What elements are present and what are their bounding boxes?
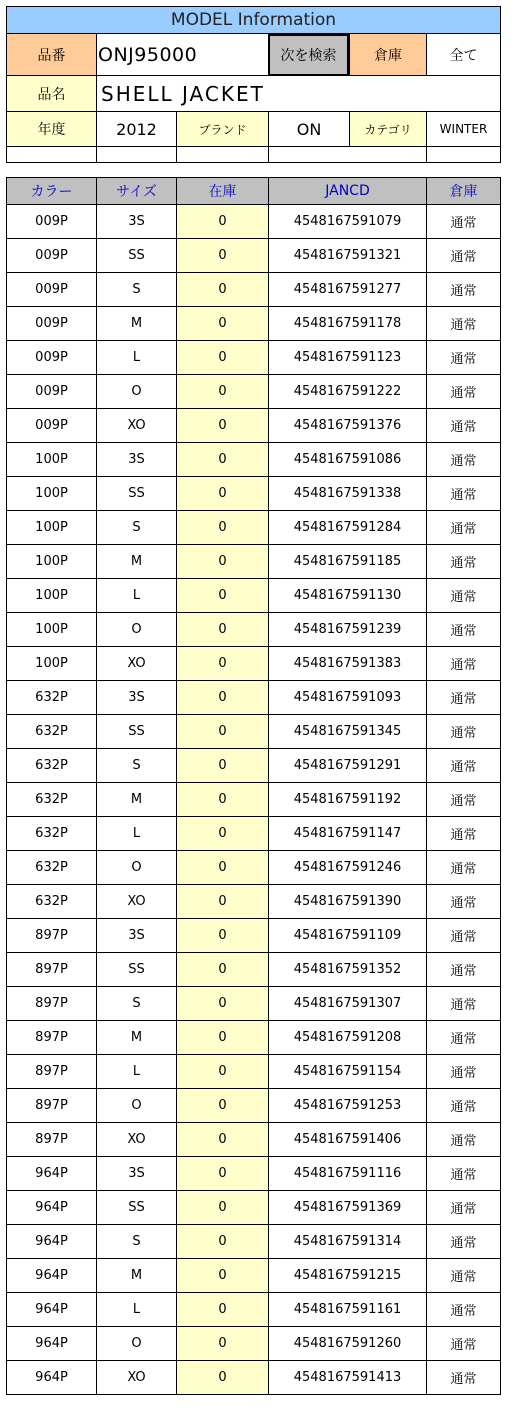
cell-jancd: 4548167591079 <box>268 205 426 239</box>
cell-stock: 0 <box>176 987 268 1021</box>
category-label: カテゴリ <box>349 112 426 147</box>
cell-stock: 0 <box>176 477 268 511</box>
cell-stock: 0 <box>176 579 268 613</box>
table-row[interactable] <box>6 511 501 545</box>
header-jancd[interactable]: JANCD <box>268 178 426 205</box>
table-row[interactable] <box>6 375 501 409</box>
table-row[interactable] <box>6 1089 501 1123</box>
cell-stock: 0 <box>176 749 268 783</box>
cell-stock: 0 <box>176 613 268 647</box>
cell-jancd: 4548167591161 <box>268 1293 426 1327</box>
product-name-value: SHELL JACKET <box>96 76 500 112</box>
table-row[interactable] <box>6 205 501 239</box>
empty-cell <box>426 147 500 163</box>
cell-stock: 0 <box>176 919 268 953</box>
spacer-row <box>6 147 501 163</box>
cell-warehouse: 通常 <box>426 715 500 749</box>
cell-color: 897P <box>7 987 96 1021</box>
table-row[interactable] <box>6 885 501 919</box>
cell-color: 009P <box>7 307 96 341</box>
cell-warehouse: 通常 <box>426 205 500 239</box>
header-color[interactable]: カラー <box>7 178 96 205</box>
cell-size: L <box>96 817 176 851</box>
cell-stock: 0 <box>176 273 268 307</box>
brand-label: ブランド <box>176 112 268 147</box>
cell-size: XO <box>96 409 176 443</box>
cell-jancd: 4548167591338 <box>268 477 426 511</box>
table-row[interactable] <box>6 1123 501 1157</box>
cell-jancd: 4548167591376 <box>268 409 426 443</box>
cell-color: 100P <box>7 545 96 579</box>
table-row[interactable] <box>6 1293 501 1327</box>
cell-stock: 0 <box>176 307 268 341</box>
cell-size: S <box>96 511 176 545</box>
cell-jancd: 4548167591383 <box>268 647 426 681</box>
table-row[interactable] <box>6 579 501 613</box>
table-header <box>6 177 501 205</box>
cell-stock: 0 <box>176 1327 268 1361</box>
cell-stock: 0 <box>176 341 268 375</box>
cell-warehouse: 通常 <box>426 817 500 851</box>
table-row[interactable] <box>6 953 501 987</box>
cell-size: 3S <box>96 919 176 953</box>
cell-warehouse: 通常 <box>426 1225 500 1259</box>
cell-color: 632P <box>7 817 96 851</box>
cell-color: 009P <box>7 341 96 375</box>
cell-color: 964P <box>7 1293 96 1327</box>
cell-color: 632P <box>7 749 96 783</box>
table-row[interactable] <box>6 613 501 647</box>
cell-jancd: 4548167591086 <box>268 443 426 477</box>
year-label: 年度 <box>7 112 96 147</box>
cell-size: S <box>96 749 176 783</box>
model-info-panel <box>6 6 501 163</box>
page-title: MODEL Information <box>6 6 501 34</box>
cell-warehouse: 通常 <box>426 647 500 681</box>
empty-cell <box>268 147 426 163</box>
cell-warehouse: 通常 <box>426 783 500 817</box>
cell-warehouse: 通常 <box>426 1055 500 1089</box>
cell-stock: 0 <box>176 443 268 477</box>
cell-size: 3S <box>96 205 176 239</box>
cell-warehouse: 通常 <box>426 613 500 647</box>
cell-size: O <box>96 375 176 409</box>
cell-jancd: 4548167591413 <box>268 1361 426 1395</box>
header-size[interactable]: サイズ <box>96 178 176 205</box>
cell-color: 897P <box>7 1089 96 1123</box>
attributes-row <box>6 112 501 147</box>
cell-color: 100P <box>7 443 96 477</box>
cell-color: 632P <box>7 783 96 817</box>
cell-color: 897P <box>7 919 96 953</box>
cell-color: 897P <box>7 953 96 987</box>
cell-jancd: 4548167591215 <box>268 1259 426 1293</box>
cell-warehouse: 通常 <box>426 1157 500 1191</box>
part-number-field[interactable]: ONJ95000 <box>96 34 268 76</box>
cell-size: XO <box>96 1123 176 1157</box>
brand-value: ON <box>268 112 349 147</box>
cell-jancd: 4548167591321 <box>268 239 426 273</box>
cell-size: S <box>96 987 176 1021</box>
cell-warehouse: 通常 <box>426 953 500 987</box>
cell-color: 009P <box>7 375 96 409</box>
cell-color: 964P <box>7 1225 96 1259</box>
cell-warehouse: 通常 <box>426 511 500 545</box>
cell-stock: 0 <box>176 817 268 851</box>
cell-jancd: 4548167591116 <box>268 1157 426 1191</box>
cell-color: 009P <box>7 239 96 273</box>
table-row[interactable] <box>6 443 501 477</box>
cell-warehouse: 通常 <box>426 307 500 341</box>
cell-color: 964P <box>7 1157 96 1191</box>
cell-jancd: 4548167591307 <box>268 987 426 1021</box>
cell-size: 3S <box>96 443 176 477</box>
cell-size: SS <box>96 715 176 749</box>
stock-table <box>6 177 501 1395</box>
cell-stock: 0 <box>176 409 268 443</box>
part-number-row <box>6 34 501 76</box>
cell-size: SS <box>96 953 176 987</box>
table-row[interactable] <box>6 1327 501 1361</box>
cell-stock: 0 <box>176 1089 268 1123</box>
cell-color: 009P <box>7 205 96 239</box>
cell-color: 964P <box>7 1361 96 1395</box>
cell-size: O <box>96 851 176 885</box>
cell-jancd: 4548167591246 <box>268 851 426 885</box>
cell-size: M <box>96 307 176 341</box>
cell-stock: 0 <box>176 511 268 545</box>
table-body <box>6 205 501 1395</box>
cell-jancd: 4548167591277 <box>268 273 426 307</box>
cell-stock: 0 <box>176 885 268 919</box>
cell-color: 964P <box>7 1259 96 1293</box>
table-row[interactable] <box>6 1157 501 1191</box>
cell-color: 100P <box>7 613 96 647</box>
cell-jancd: 4548167591369 <box>268 1191 426 1225</box>
cell-size: XO <box>96 885 176 919</box>
cell-jancd: 4548167591154 <box>268 1055 426 1089</box>
warehouse-label: 倉庫 <box>349 34 426 76</box>
cell-size: M <box>96 1021 176 1055</box>
cell-size: L <box>96 579 176 613</box>
cell-color: 632P <box>7 885 96 919</box>
cell-size: O <box>96 613 176 647</box>
table-row[interactable] <box>6 1361 501 1395</box>
cell-size: L <box>96 1293 176 1327</box>
cell-jancd: 4548167591314 <box>268 1225 426 1259</box>
part-number-label: 品番 <box>7 34 96 76</box>
cell-warehouse: 通常 <box>426 1259 500 1293</box>
cell-warehouse: 通常 <box>426 477 500 511</box>
table-row[interactable] <box>6 409 501 443</box>
cell-size: 3S <box>96 1157 176 1191</box>
header-warehouse[interactable]: 倉庫 <box>426 178 500 205</box>
cell-stock: 0 <box>176 1361 268 1395</box>
cell-stock: 0 <box>176 1191 268 1225</box>
cell-warehouse: 通常 <box>426 1361 500 1395</box>
cell-size: SS <box>96 239 176 273</box>
cell-warehouse: 通常 <box>426 1191 500 1225</box>
cell-jancd: 4548167591123 <box>268 341 426 375</box>
table-row[interactable] <box>6 681 501 715</box>
cell-jancd: 4548167591192 <box>268 783 426 817</box>
cell-warehouse: 通常 <box>426 987 500 1021</box>
table-row[interactable] <box>6 851 501 885</box>
category-value: WINTER <box>426 112 500 147</box>
empty-cell <box>96 147 176 163</box>
cell-warehouse: 通常 <box>426 409 500 443</box>
cell-color: 964P <box>7 1327 96 1361</box>
table-row[interactable] <box>6 647 501 681</box>
cell-jancd: 4548167591208 <box>268 1021 426 1055</box>
cell-stock: 0 <box>176 681 268 715</box>
cell-stock: 0 <box>176 205 268 239</box>
cell-warehouse: 通常 <box>426 919 500 953</box>
cell-size: O <box>96 1089 176 1123</box>
table-row[interactable] <box>6 783 501 817</box>
cell-stock: 0 <box>176 1259 268 1293</box>
search-next-button[interactable]: 次を検索 <box>268 34 349 76</box>
cell-stock: 0 <box>176 1123 268 1157</box>
cell-color: 632P <box>7 681 96 715</box>
product-name-row <box>6 76 501 112</box>
cell-size: M <box>96 783 176 817</box>
cell-jancd: 4548167591109 <box>268 919 426 953</box>
header-stock[interactable]: 在庫 <box>176 178 268 205</box>
product-name-label: 品名 <box>7 76 96 112</box>
cell-size: M <box>96 545 176 579</box>
cell-color: 632P <box>7 715 96 749</box>
cell-color: 897P <box>7 1021 96 1055</box>
cell-warehouse: 通常 <box>426 885 500 919</box>
cell-warehouse: 通常 <box>426 239 500 273</box>
cell-jancd: 4548167591345 <box>268 715 426 749</box>
cell-size: XO <box>96 1361 176 1395</box>
cell-jancd: 4548167591130 <box>268 579 426 613</box>
cell-size: S <box>96 273 176 307</box>
cell-size: XO <box>96 647 176 681</box>
table-row[interactable] <box>6 341 501 375</box>
cell-warehouse: 通常 <box>426 375 500 409</box>
cell-size: L <box>96 341 176 375</box>
cell-stock: 0 <box>176 239 268 273</box>
cell-warehouse: 通常 <box>426 273 500 307</box>
year-value: 2012 <box>96 112 176 147</box>
cell-jancd: 4548167591093 <box>268 681 426 715</box>
cell-stock: 0 <box>176 1157 268 1191</box>
cell-color: 897P <box>7 1123 96 1157</box>
cell-color: 009P <box>7 273 96 307</box>
table-row[interactable] <box>6 1225 501 1259</box>
table-row[interactable] <box>6 307 501 341</box>
cell-jancd: 4548167591291 <box>268 749 426 783</box>
warehouse-select[interactable]: 全て <box>426 34 500 76</box>
cell-warehouse: 通常 <box>426 681 500 715</box>
cell-stock: 0 <box>176 953 268 987</box>
cell-stock: 0 <box>176 715 268 749</box>
table-row[interactable] <box>6 1259 501 1293</box>
cell-warehouse: 通常 <box>426 1021 500 1055</box>
cell-warehouse: 通常 <box>426 1293 500 1327</box>
cell-stock: 0 <box>176 545 268 579</box>
cell-stock: 0 <box>176 1293 268 1327</box>
table-row[interactable] <box>6 273 501 307</box>
cell-size: 3S <box>96 681 176 715</box>
cell-warehouse: 通常 <box>426 1089 500 1123</box>
table-row[interactable] <box>6 987 501 1021</box>
table-row[interactable] <box>6 545 501 579</box>
empty-cell <box>176 147 268 163</box>
table-row[interactable] <box>6 1055 501 1089</box>
cell-jancd: 4548167591222 <box>268 375 426 409</box>
cell-stock: 0 <box>176 1021 268 1055</box>
cell-warehouse: 通常 <box>426 851 500 885</box>
cell-jancd: 4548167591352 <box>268 953 426 987</box>
cell-jancd: 4548167591260 <box>268 1327 426 1361</box>
cell-jancd: 4548167591147 <box>268 817 426 851</box>
cell-size: O <box>96 1327 176 1361</box>
cell-warehouse: 通常 <box>426 545 500 579</box>
cell-color: 632P <box>7 851 96 885</box>
cell-color: 009P <box>7 409 96 443</box>
cell-color: 964P <box>7 1191 96 1225</box>
cell-jancd: 4548167591406 <box>268 1123 426 1157</box>
cell-warehouse: 通常 <box>426 341 500 375</box>
cell-color: 100P <box>7 511 96 545</box>
cell-warehouse: 通常 <box>426 579 500 613</box>
cell-warehouse: 通常 <box>426 1123 500 1157</box>
table-row[interactable] <box>6 749 501 783</box>
cell-stock: 0 <box>176 1055 268 1089</box>
cell-stock: 0 <box>176 783 268 817</box>
cell-size: M <box>96 1259 176 1293</box>
table-row[interactable] <box>6 715 501 749</box>
empty-cell <box>7 147 96 163</box>
cell-warehouse: 通常 <box>426 443 500 477</box>
cell-jancd: 4548167591390 <box>268 885 426 919</box>
cell-jancd: 4548167591239 <box>268 613 426 647</box>
cell-warehouse: 通常 <box>426 749 500 783</box>
cell-color: 100P <box>7 579 96 613</box>
table-row[interactable] <box>6 1191 501 1225</box>
cell-color: 100P <box>7 477 96 511</box>
cell-size: L <box>96 1055 176 1089</box>
cell-stock: 0 <box>176 1225 268 1259</box>
cell-jancd: 4548167591284 <box>268 511 426 545</box>
cell-color: 897P <box>7 1055 96 1089</box>
table-row[interactable] <box>6 919 501 953</box>
cell-jancd: 4548167591178 <box>268 307 426 341</box>
cell-stock: 0 <box>176 851 268 885</box>
table-row[interactable] <box>6 1021 501 1055</box>
cell-size: S <box>96 1225 176 1259</box>
cell-size: SS <box>96 477 176 511</box>
table-row[interactable] <box>6 477 501 511</box>
table-row[interactable] <box>6 239 501 273</box>
cell-jancd: 4548167591253 <box>268 1089 426 1123</box>
table-row[interactable] <box>6 817 501 851</box>
cell-stock: 0 <box>176 647 268 681</box>
cell-color: 100P <box>7 647 96 681</box>
cell-warehouse: 通常 <box>426 1327 500 1361</box>
cell-size: SS <box>96 1191 176 1225</box>
cell-stock: 0 <box>176 375 268 409</box>
cell-jancd: 4548167591185 <box>268 545 426 579</box>
